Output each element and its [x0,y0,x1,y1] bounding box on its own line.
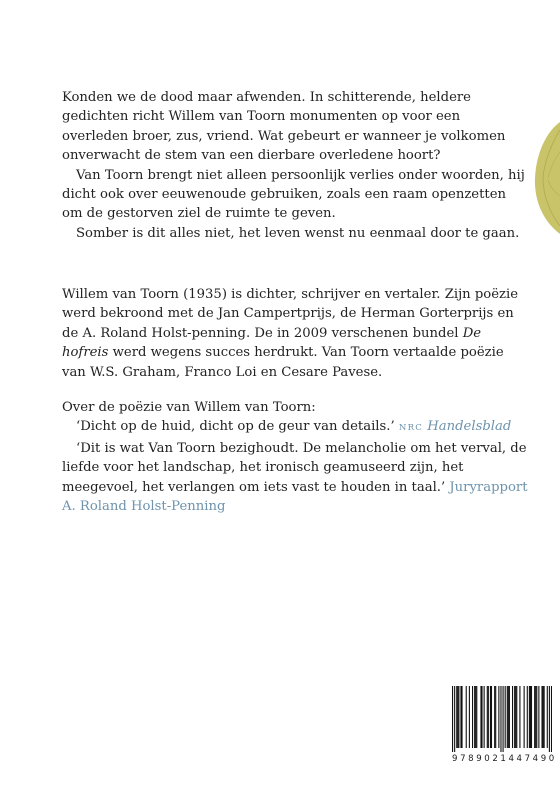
blurb-paragraph-1: Konden we de dood maar afwenden. In schitterende, heldere gedichten richt Willem van Toorn monumenten op voor een overleden broer, zus, vriend. Wat gebeurt er wanneer je volkomen onverwacht de stem van een dierbare overledene hoort? [62,90,506,164]
barcode-bar [476,686,477,748]
author-bio [62,285,528,382]
barcode-bar [547,686,548,748]
quote-1 [62,417,528,438]
barcode-bar [466,686,467,748]
blurb-section [62,88,528,243]
barcode-bar [480,686,481,748]
barcode-bar [460,686,461,748]
barcode-bar [538,686,539,748]
barcode-bar [530,686,531,748]
barcode-bar [536,686,537,748]
quotes-intro: Over de poëzie van Willem van Toorn: [62,400,316,415]
barcode-bar [505,686,506,748]
bio-paragraph [62,285,528,382]
barcode-guard-bar [549,686,550,752]
barcode-bar [456,686,457,748]
barcode-bar [544,686,545,748]
barcode-bar [488,686,489,748]
barcode-bar [527,686,528,748]
quote-2-source: Juryrapport A. Roland Holst-Penning [62,479,528,515]
barcode-bar [475,686,476,748]
book-title: De hofreis [62,325,482,361]
barcode-bar [498,686,499,748]
barcode-bar [529,686,530,748]
barcode-bar [524,686,525,748]
barcode-bar [487,686,488,748]
quotes-section [62,398,528,516]
barcode-bar [534,686,535,748]
barcode-bar [543,686,544,748]
barcode-bar [481,686,482,748]
barcode-guard-bar [503,686,504,752]
barcode-bar [490,686,491,748]
barcode-bar [495,686,496,748]
barcode-bar [507,686,508,748]
bio-text-before: Willem van Toorn (1935) is dichter, schrijver en vertaler. Zijn poëzie werd bekroond met de Jan Campertprijs, de Herman Gorterprijs en de A. Roland Holst-penning. De in 2009 verschenen bundel [62,287,519,341]
barcode-guard-bar [452,686,453,752]
barcode-bar [472,686,473,748]
barcode-bar [535,686,536,748]
barcode-bar [494,686,495,748]
quote-1-source-prefix: NRC [398,423,424,434]
blurb-paragraph-3: Somber is dit alles niet, het leven wenst nu eenmaal door te gaan. [76,225,520,241]
leaf-icon [534,122,560,234]
barcode-bar [516,686,517,748]
barcode-bar [519,686,520,748]
quote-1-text: ‘Dicht op de huid, dicht op de geur van details.’ [76,419,395,435]
barcode-bar [457,686,458,748]
barcode-bar [541,686,542,748]
quote-1-source-name: Handelsblad [427,419,512,435]
barcode-bar [474,686,475,748]
barcode-bar [514,686,515,748]
quote-2 [62,439,528,517]
barcode-bar [512,686,513,748]
barcode-bar [515,686,516,748]
barcode-guard-bar [454,686,455,752]
barcode-bar [509,686,510,748]
barcode-bar [461,686,462,748]
barcode-bar [469,686,470,748]
barcode-bars [452,686,552,752]
isbn-number: 9789021447490 [452,754,557,764]
bio-text-after: werd wegens succes herdrukt. Van Toorn vertaalde poëzie van W.S. Graham, Franco Loi en Cesare Pavese. [62,345,504,380]
blurb-paragraph-2: Van Toorn brengt niet alleen persoonlijk verlies onder woorden, hij dicht ook over eeuwenoude gebruiken, zoals een raam openzetten om de gestorven ziel de ruimte te geven. [62,167,525,222]
barcode-bar [531,686,532,748]
barcode-bar [508,686,509,748]
barcode-bar [458,686,459,748]
barcode-guard-bar [551,686,552,752]
quote-2-text: ‘Dit is wat Van Toorn bezighoudt. De melancholie om het verval, de liefde voor het landschap, het ironisch geamuseerd zijn, het meegevoel, het verlangen om iets vast te houden in taal.’ [62,440,527,495]
barcode-guard-bar [500,686,501,752]
barcode-bar [484,686,485,748]
barcode-bar [491,686,492,748]
